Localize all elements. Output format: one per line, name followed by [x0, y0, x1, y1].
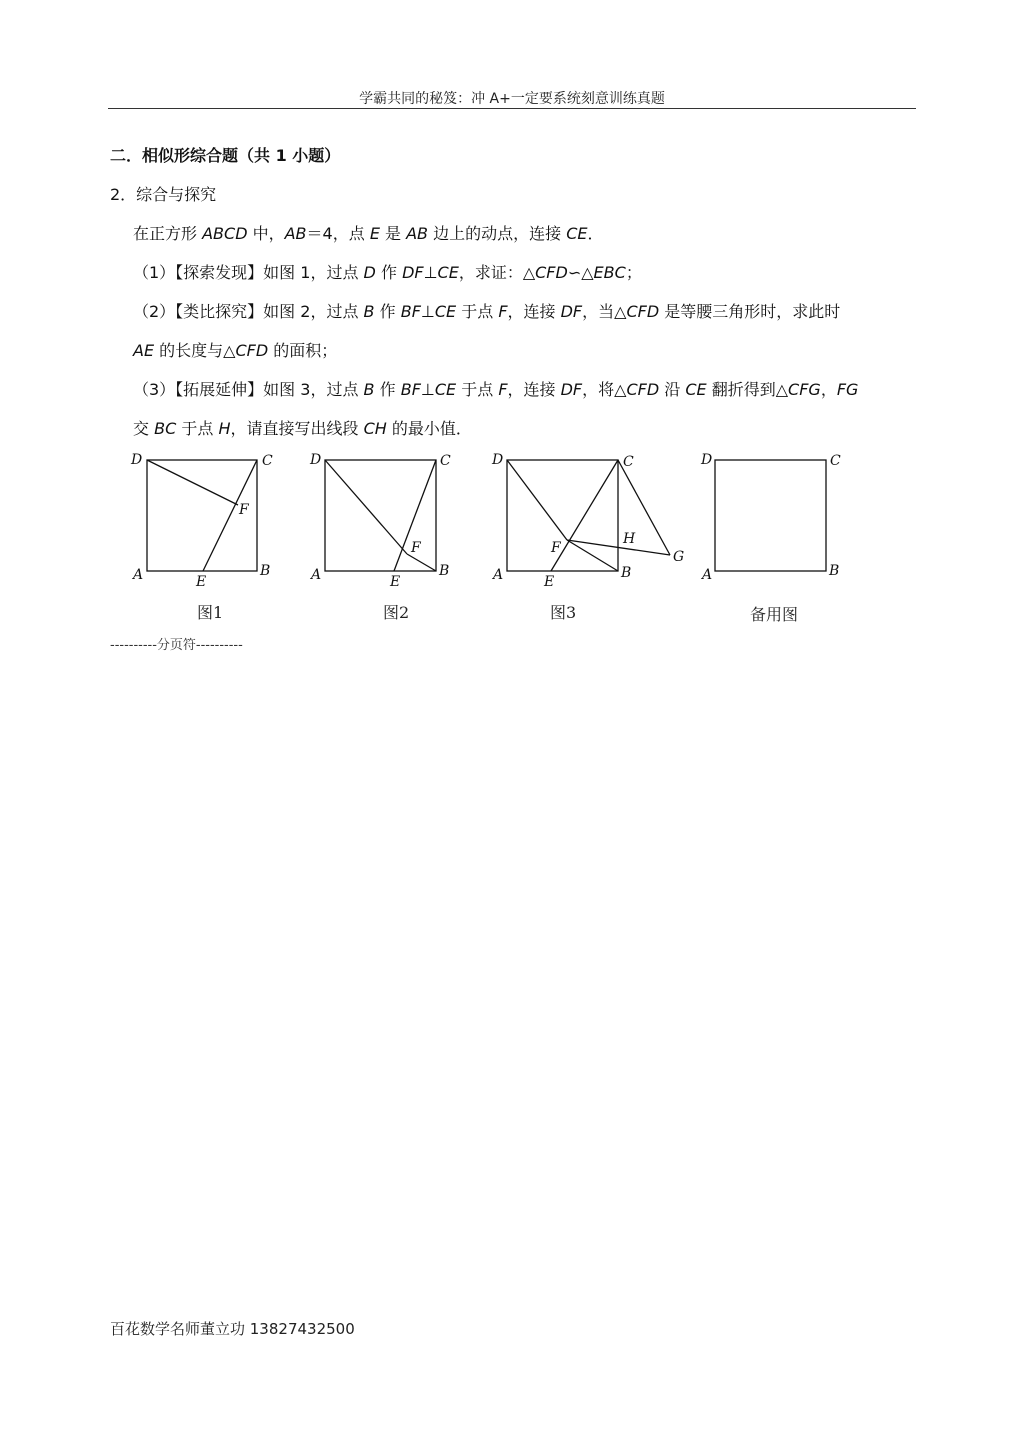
- label-d: D: [310, 452, 322, 468]
- header-rule: [108, 108, 916, 109]
- label-f: F: [411, 540, 421, 556]
- label-d: D: [701, 452, 713, 468]
- label-f: F: [551, 540, 561, 556]
- label-a: A: [702, 567, 713, 583]
- problem-number: 2．综合与探究: [110, 185, 217, 204]
- square-abcd: [507, 460, 618, 571]
- label-f: F: [239, 502, 249, 518]
- segment-bf: [567, 540, 618, 571]
- label-b: B: [829, 563, 840, 579]
- problem-part-3-line-2: 交 BC 于点 H，请直接写出线段 CH 的最小值．: [133, 419, 472, 438]
- figure-3-caption: 图3: [550, 603, 577, 622]
- label-e: E: [390, 574, 401, 590]
- label-g: G: [673, 549, 685, 565]
- label-a: A: [493, 567, 504, 583]
- label-d: D: [131, 452, 143, 468]
- label-c: C: [262, 453, 273, 469]
- figure-backup: [693, 448, 853, 624]
- problem-part-1: （1）【探索发现】如图 1，过点 D 作 DF⊥CE，求证：△CFD∽△EBC；: [133, 263, 642, 282]
- figure-2-diagram: [303, 448, 463, 588]
- label-e: E: [544, 574, 555, 590]
- header-title: 学霸共同的秘笈：冲 A+一定要系统刻意训练真题: [359, 91, 665, 107]
- segment-ce: [203, 460, 257, 571]
- footer-text: 百花数学名师董立功 13827432500: [110, 1320, 355, 1338]
- label-b: B: [621, 565, 632, 581]
- figure-1-diagram: [125, 448, 285, 588]
- figure-2: [303, 448, 463, 622]
- problem-part-2-line-1: （2）【类比探究】如图 2，过点 B 作 BF⊥CE 于点 F，连接 DF，当△CFD 是等腰三角形时，求此时: [133, 302, 841, 321]
- label-a: A: [311, 567, 322, 583]
- problem-part-3-line-1: （3）【拓展延伸】如图 3，过点 B 作 BF⊥CE 于点 F，连接 DF，将△CFD 沿 CE 翻折得到△CFG，FG: [133, 380, 859, 399]
- label-c: C: [440, 453, 451, 469]
- segment-df: [507, 460, 567, 540]
- segment-bf: [407, 554, 436, 571]
- label-h: H: [623, 531, 636, 547]
- square-abcd: [715, 460, 826, 571]
- label-a: A: [133, 567, 144, 583]
- segment-df: [325, 460, 407, 554]
- figure-2-caption: 图2: [383, 603, 410, 622]
- label-c: C: [623, 454, 634, 470]
- problem-stem: 在正方形 ABCD 中，AB＝4，点 E 是 AB 边上的动点，连接 CE．: [133, 224, 604, 243]
- section-title: 二．相似形综合题（共 1 小题）: [110, 146, 341, 165]
- label-c: C: [830, 453, 841, 469]
- label-d: D: [492, 452, 504, 468]
- figure-3: [485, 448, 695, 622]
- figure-backup-caption: 备用图: [750, 605, 799, 624]
- figure-3-diagram: [485, 448, 695, 588]
- label-b: B: [260, 563, 271, 579]
- figure-backup-diagram: [693, 448, 853, 588]
- segment-ce: [551, 460, 618, 571]
- page-break-marker: ----------分页符----------: [110, 638, 243, 653]
- segment-df: [147, 460, 238, 505]
- problem-part-2-line-2: AE 的长度与△CFD 的面积；: [133, 341, 338, 360]
- figure-1: [125, 448, 285, 622]
- label-e: E: [196, 574, 207, 590]
- label-b: B: [439, 563, 450, 579]
- figure-1-caption: 图1: [197, 603, 224, 622]
